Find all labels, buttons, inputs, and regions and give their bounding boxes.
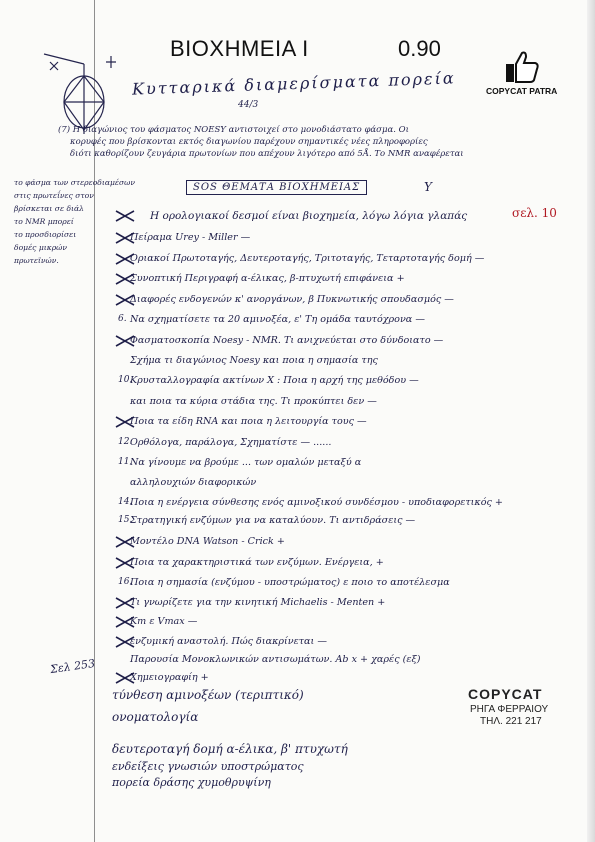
list-item: Ορθόλογα, παράλογα, Σχηματίστε — ...... bbox=[130, 437, 332, 448]
bottom-note-line: τύνθεση αμινοξέων (τεριπτικό) bbox=[112, 688, 304, 702]
list-item: Σχήμα τι διαγώνιος Noesy και ποια η σημασία της bbox=[130, 355, 378, 366]
list-item: ενζυμική αναστολή. Πώς διακρίνεται — bbox=[130, 636, 327, 647]
list-item: Οριακοί Πρωτοταγής, Δευτεροταγής, Τριτοταγής, Τεταρτοταγής δομή — bbox=[130, 253, 485, 264]
list-item: Συνοπτική Περιγραφή α-έλικας, β-πτυχωτή επιφάνεια + bbox=[130, 273, 405, 284]
left-note-line: πρωτεϊνών. bbox=[14, 256, 59, 265]
left-note-line: στις πρωτεΐνες στον bbox=[14, 191, 94, 200]
side-reference: Σελ 253 bbox=[49, 656, 96, 677]
left-note-line: το προσδιορίσει bbox=[14, 230, 77, 239]
cross-mark-icon bbox=[114, 208, 136, 222]
bottom-note-line: πορεία δράσης χυμοθρυψίνη bbox=[112, 776, 271, 789]
page-edge-shadow bbox=[587, 0, 595, 842]
list-item: Ποια η σημασία (ενζύμου - υποστρώματος) ε ποιο το αποτέλεσμα bbox=[130, 577, 450, 588]
item-number: 14. bbox=[118, 497, 133, 507]
item-number: 12. bbox=[118, 437, 133, 447]
list-item: Να γίνουμε να βρούμε ... των ομαλών μεταξύ α bbox=[130, 457, 362, 468]
list-item: Να σχηματίσετε τα 20 αμινοξέα, ε' Τη ομάδα ταυτόχρονα — bbox=[130, 314, 425, 325]
handwritten-heading: Κυτταρικά διαμερίσματα πορεία bbox=[131, 68, 456, 99]
sos-label: SOS ΘΕΜΑΤΑ ΒΙΟΧΗΜΕΙΑΣ bbox=[186, 180, 367, 195]
list-item: Ποια τα είδη RNA και ποια η λειτουργία τους — bbox=[130, 416, 367, 427]
left-note-line: το φάσμα των στερεοδιαμέσων bbox=[14, 178, 135, 187]
list-item: Km ε Vmax — bbox=[130, 616, 198, 627]
left-note-line: βρίσκεται σε διάλ bbox=[14, 204, 84, 213]
left-note-line: το NMR μπορεί bbox=[14, 217, 74, 226]
page-title: ΒΙΟΧΗΜΕΙΑ Ι bbox=[170, 36, 309, 61]
list-item: Η ορολογιακοί δεσμοί είναι βιοχημεία, λόγω λόγια γλαπάς bbox=[150, 210, 468, 222]
item-number: 16. bbox=[118, 577, 133, 587]
list-item: Ποια η ενέργεια σύνθεσης ενός αμινοξικού συνδέσμου - υποδιαφορετικός + bbox=[130, 497, 503, 508]
list-item: Παρουσία Μονοκλωνικών αντισωμάτων. Ab x + χαρές (εξ) bbox=[130, 654, 421, 665]
bottom-note-line: ονοματολογία bbox=[112, 710, 199, 724]
checkmark: Y bbox=[424, 180, 432, 194]
list-item: και ποια τα κύρια στάδια της. Τι προκύπτει δεν — bbox=[130, 396, 377, 407]
item-number: 11. bbox=[118, 457, 133, 467]
left-note-line: δομές μικρών bbox=[14, 243, 67, 252]
list-item: Πείραμα Urey - Miller — bbox=[130, 232, 251, 243]
question7-line1: (7) Η διαγώνιος του φάσματος NOESY αντιστοιχεί στο μονοδιάστατο φάσμα. Οι bbox=[58, 125, 409, 135]
question7-line2: κορυφές που βρίσκονται εκτός διαγωνίου παρέχουν σημαντικές νέες πληροφορίες bbox=[70, 137, 428, 147]
list-item: Διαφορές ενδογενών κ' ανοργάνων, β Πυκνωτικής σπουδασμός — bbox=[130, 294, 454, 305]
item-number: 15. bbox=[118, 515, 133, 525]
list-item: Φασματοσκοπία Noesy - NMR. Τι ανιχνεύεται στο δύνδοιατο — bbox=[130, 335, 444, 346]
item-number: 10. bbox=[118, 375, 133, 385]
copycat-stamp-address: ΡΗΓΑ ΦΕΡΡΑΙΟΥ bbox=[470, 704, 549, 715]
list-item: Κρυσταλλογραφία ακτίνων Χ : Ποια η αρχή της μεθόδου — bbox=[130, 375, 419, 386]
logo-label: COPYCAT PATRA bbox=[486, 86, 558, 96]
list-item: Ποια τα χαρακτηριστικά των ενζύμων. Ενέργεια, + bbox=[130, 557, 384, 568]
bottom-note-line: δευτεροταγή δομή α-έλικα, β' πτυχωτή bbox=[112, 742, 348, 756]
list-item: αλληλουχιών διαφορικών bbox=[130, 477, 257, 488]
thumbs-up-icon bbox=[504, 50, 540, 88]
copycat-stamp-phone: ΤΗΛ. 221 217 bbox=[480, 716, 542, 727]
item-number: 6. bbox=[118, 314, 127, 324]
question7-line3: διότι καθορίζουν ζευγάρια πρωτονίων που απέχουν λιγότερο από 5Å. Το NMR αναφέρεται bbox=[70, 149, 464, 159]
price-label: 0.90 bbox=[398, 36, 441, 61]
copycat-stamp-name: COPYCAT bbox=[468, 686, 543, 702]
list-item: Μοντέλο DNA Watson - Crick + bbox=[130, 536, 285, 547]
list-item: Στρατηγική ενζύμων για να καταλύουν. Τι αντιδράσεις — bbox=[130, 515, 416, 526]
list-item: Τι γνωρίζετε για την κινητική Michaelis - Menten + bbox=[130, 597, 386, 608]
list-item: Χημειογραφίη + bbox=[130, 672, 209, 683]
page-reference: σελ. 10 bbox=[512, 206, 557, 220]
bottom-note-line: ενδείξεις γνωσιών υποστρώματος bbox=[112, 760, 304, 773]
page-number-note: 44/3 bbox=[238, 100, 259, 110]
